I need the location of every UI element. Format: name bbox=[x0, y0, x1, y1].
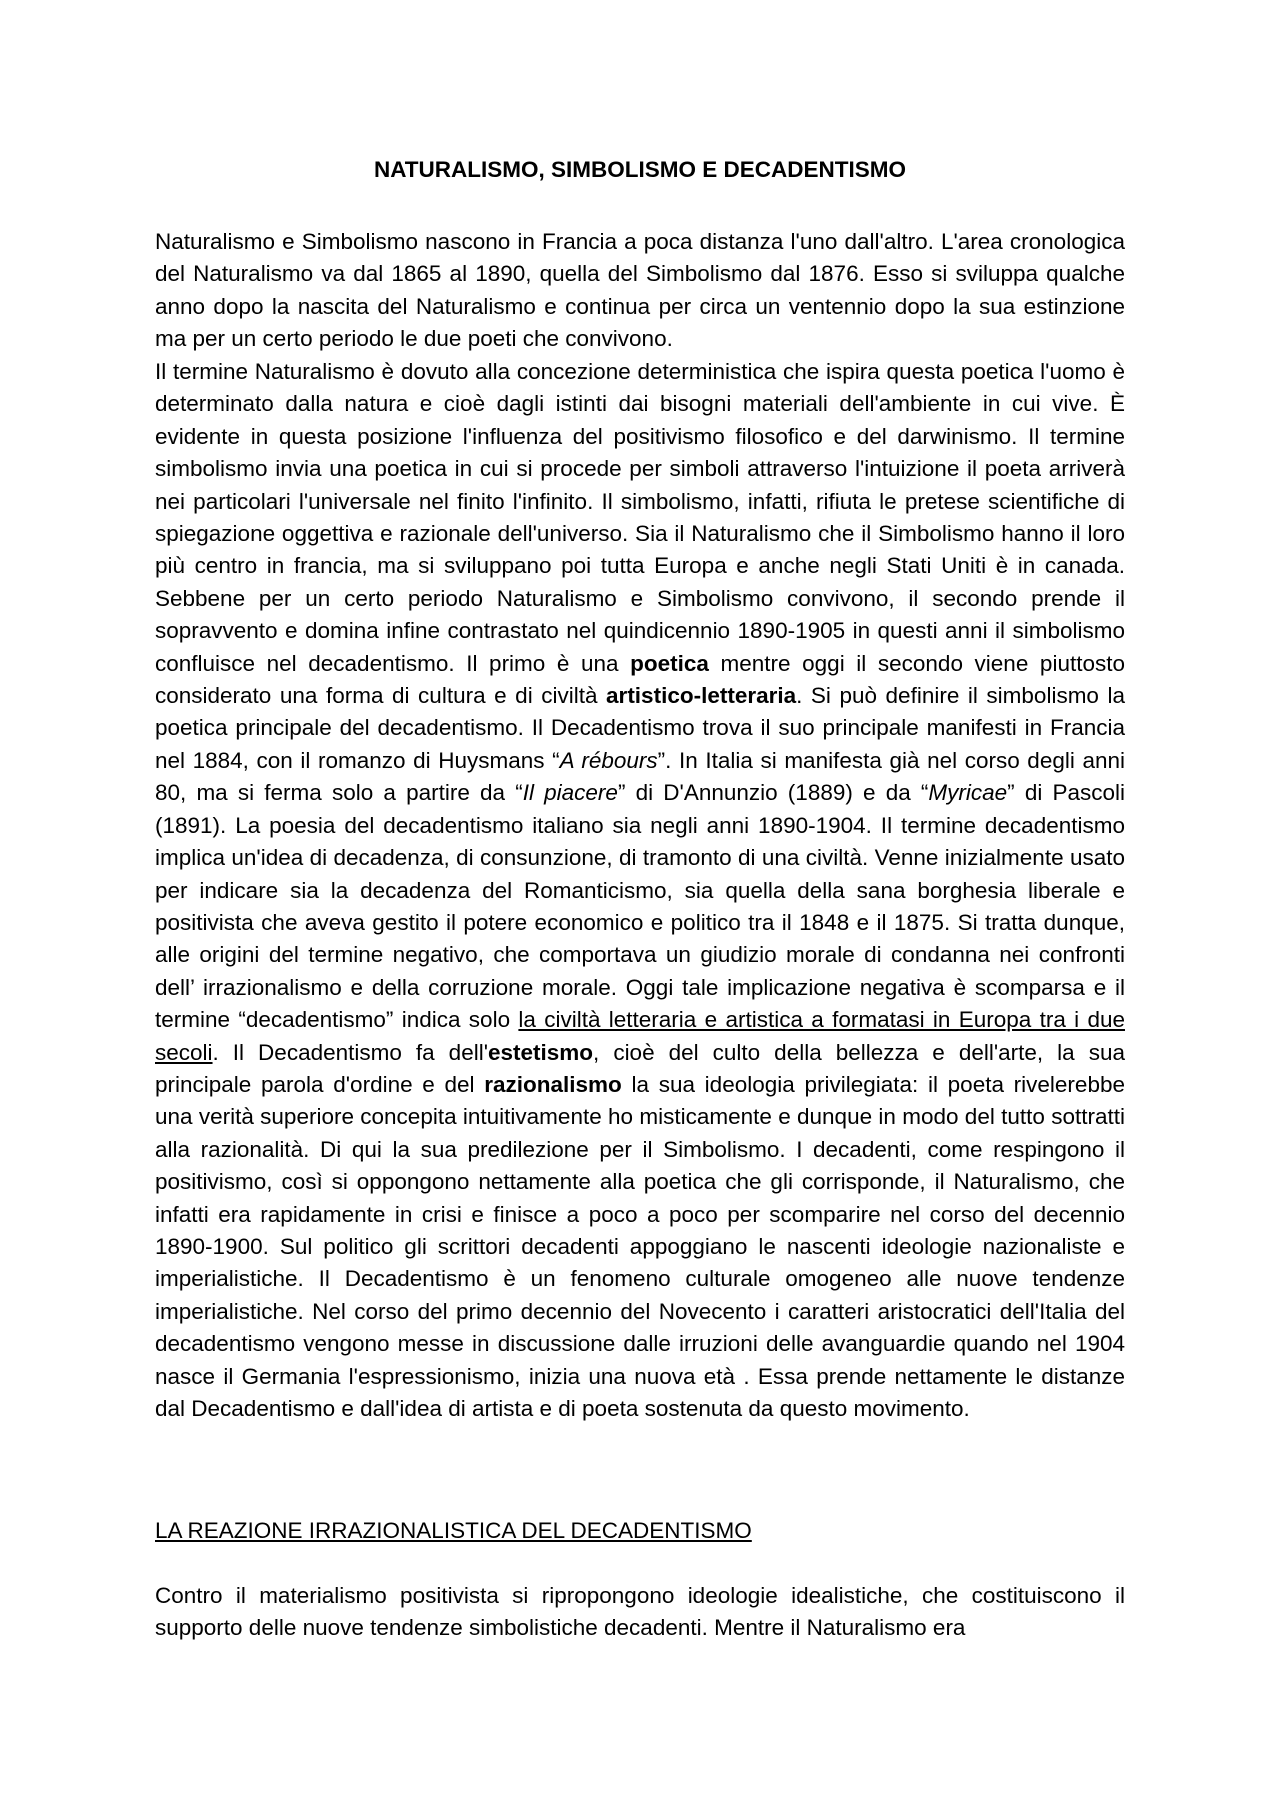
text-run: Il termine Naturalismo è dovuto alla concezione deterministica che ispira questa poetica l'uomo è determinato dalla natura e cioè dagli istinti dai bisogni materiali dell'ambiente in cui vive. È evidente in questa posizione l'influenza del positivismo filosofico e del darwinismo. Il termine simbolismo invia una poetica in cui si procede per simboli attraverso l'intuizione il poeta arriverà nei particolari l'universale nel finito l'infinito. Il simbolismo, infatti, rifiuta le pretese scientifiche di spiegazione oggettiva e razionale dell'universo. Sia il Naturalismo che il Simbolismo hanno il loro più centro in francia, ma si sviluppano poi tutta Europa e anche negli Stati Uniti è in canada. Sebbene per un certo periodo Naturalismo e Simbolismo convivono, il secondo prende il sopravvento e domina infine contrastato nel quindicennio 1890-1905 in questi anni il simbolismo confluisce nel decadentismo. Il primo è una bbox=[155, 359, 1125, 676]
bold-term-estetismo: estetismo bbox=[488, 1039, 594, 1065]
bold-term-razionalismo: razionalismo bbox=[484, 1071, 622, 1097]
text-run: ” di Pascoli (1891). La poesia del decadentismo italiano sia negli anni 1890-1904. Il termine decadentismo implica un'idea di decadenza, di consunzione, di tramonto di una civiltà. Venne inizialmente usato per indicare sia la decadenza del Romanticismo, sia quella della sana borghesia liberale e positivista che aveva gestito il potere economico e politico tra il 1848 e il 1875. Si tratta dunque, alle origini del termine negativo, che comportava un giudizio morale di condanna nei confronti dell’ irrazionalismo e della corruzione morale. Oggi tale implicazione negativa è scomparsa e il termine “decadentismo” indica solo bbox=[155, 780, 1126, 1033]
underlined-phrase: la civiltà letteraria e artistica a formatasi in Europa tra i due secoli bbox=[155, 1007, 1125, 1065]
text-run: . Si può definire il simbolismo la poetica principale del decadentismo. Il Decadentismo trova il suo principale manifesti in Francia nel 1884, con il romanzo di Huysmans “ bbox=[155, 683, 1125, 773]
text-run: , cioè del culto della bellezza e dell'arte, la sua principale parola d'ordine e del bbox=[155, 1039, 1125, 1097]
text-run: mentre oggi il secondo viene piuttosto considerato una forma di cultura e di civiltà bbox=[155, 650, 1125, 709]
section-heading: LA REAZIONE IRRAZIONALISTICA DEL DECADENTISMO bbox=[155, 1518, 752, 1543]
bold-term-artistico-letteraria: artistico-letteraria bbox=[606, 683, 797, 709]
text-run: ” di D'Annunzio (1889) e da “ bbox=[617, 780, 929, 806]
paragraph-intro: Naturalismo e Simbolismo nascono in Francia a poca distanza l'uno dall'altro. L'area cronologica del Naturalismo va dal 1865 al 1890, quella del Simbolismo dal 1876. Esso si sviluppa qualche anno dopo la nascita del Naturalismo e continua per circa un ventennio dopo la sua estinzione ma per un certo periodo le due poeti che convivono. bbox=[155, 229, 1125, 352]
text-run: la sua ideologia privilegiata: il poeta rivelerebbe una verità superiore concepita intuitivamente ho misticamente e dunque in modo del tutto sottratti alla razionalità. Di qui la sua predilezione per il Simbolismo. I decadenti, come respingono il positivismo, così si oppongono nettamente alla poetica che gli corrisponde, il Naturalismo, che infatti era rapidamente in crisi e finisce a poco a poco per scomparire nel corso del decennio 1890-1900. Sul politico gli scrittori decadenti appoggiano le nascenti ideologie nazionaliste e imperialistiche. Il Decadentismo è un fenomeno culturale omogeneo alle nuove tendenze imperialistiche. Nel corso del primo decennio del Novecento i caratteri aristocratici dell'Italia del decadentismo vengono messe in discussione dalle irruzioni delle avanguardie quando nel 1904 nasce il Germania l'espressionismo, inizia una nuova età . Essa prende nettamente le distanze dal Decadentismo e dall'idea di artista e di poeta sostenuta da questo movimento. bbox=[155, 1071, 1125, 1421]
paragraph-main bbox=[155, 356, 1125, 1425]
document-title: NATURALISMO, SIMBOLISMO E DECADENTISMO bbox=[373, 157, 907, 182]
italic-title-a-rebours: A rébours bbox=[559, 747, 658, 773]
italic-title-myricae: Myricae bbox=[928, 780, 1008, 806]
bold-term-poetica: poetica bbox=[630, 650, 709, 676]
text-run: ”. In Italia si manifesta già nel corso degli anni 80, ma si ferma solo a partire da “ bbox=[155, 747, 1125, 806]
italic-title-il-piacere: Il piacere bbox=[522, 780, 618, 806]
text-run: . Il Decadentismo fa dell' bbox=[212, 1039, 488, 1065]
paragraph-section: Contro il materialismo positivista si ripropongono ideologie idealistiche, che costituiscono il supporto delle nuove tendenze simbolistiche decadenti. Mentre il Naturalismo era bbox=[155, 1583, 1125, 1641]
